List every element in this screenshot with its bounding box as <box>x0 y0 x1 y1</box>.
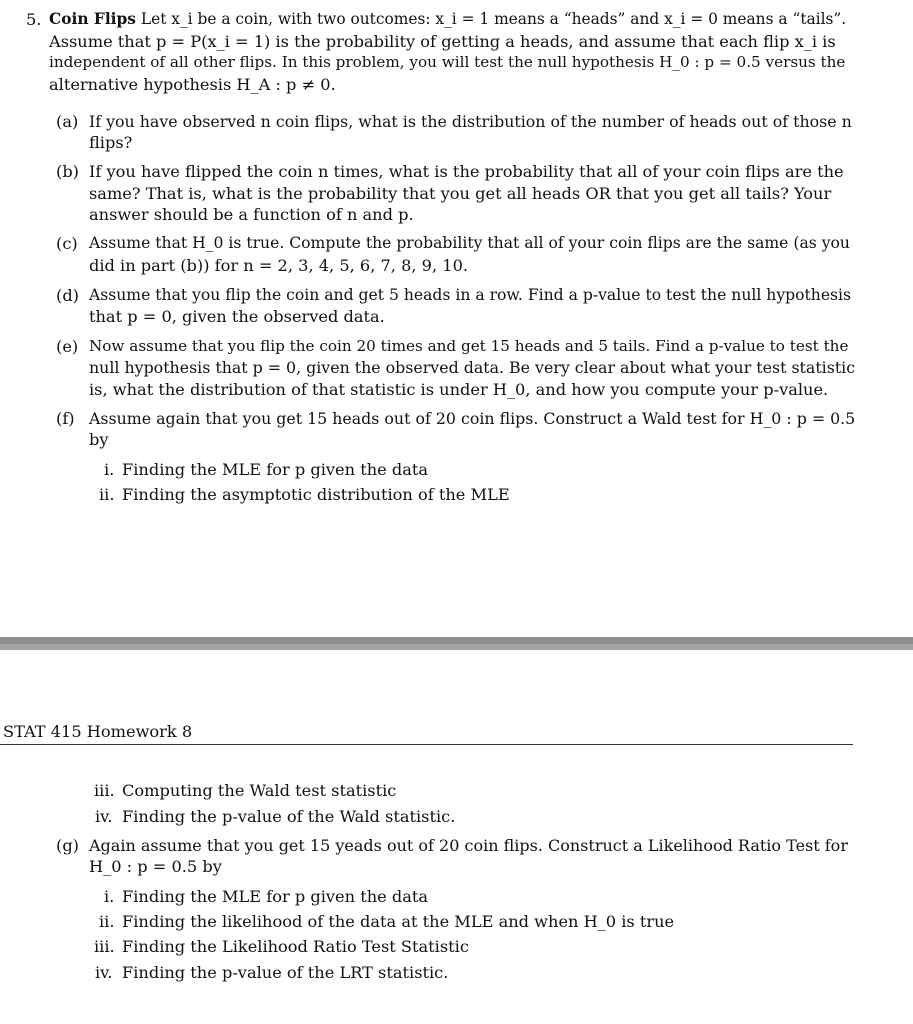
part-c-label: (c) <box>56 234 78 253</box>
part-f-sub-iii-text: Computing the Wald test statistic <box>122 781 397 800</box>
page-break-line <box>0 637 913 644</box>
part-b-line-1: If you have flipped the coin n times, what is the probability that all of your coin flips are the <box>89 162 844 181</box>
part-e-line-1: Now assume that you flip the coin 20 times and get 15 heads and 5 tails. Find a p-value to test the <box>89 337 849 355</box>
part-e-label: (e) <box>56 337 79 356</box>
problem-title: Coin Flips <box>49 10 136 28</box>
part-f-sub-ii-text: Finding the asymptotic distribution of the MLE <box>122 485 510 504</box>
part-f-sub-iv-label: iv. <box>95 807 113 826</box>
part-g-sub-ii-label: ii. <box>99 912 115 931</box>
part-g-sub-iv-text: Finding the p-value of the LRT statistic. <box>122 963 449 982</box>
part-f-sub-iii-label: iii. <box>94 781 115 800</box>
page-header: STAT 415 Homework 8 <box>3 722 193 741</box>
part-g-sub-iv-label: iv. <box>95 963 113 982</box>
part-a-label: (a) <box>56 112 79 131</box>
part-f-label: (f) <box>56 409 75 428</box>
intro-line-4: alternative hypothesis H_A : p ≠ 0. <box>49 75 336 94</box>
part-f-sub-iv-text: Finding the p-value of the Wald statistic. <box>122 807 456 826</box>
part-f-sub-i-label: i. <box>104 460 115 479</box>
part-d-label: (d) <box>56 286 79 305</box>
part-b-line-2: same? That is, what is the probability that you get all heads OR that you get all tails? Your <box>89 184 832 203</box>
intro-line-3: independent of all other flips. In this problem, you will test the null hypothesis H_0 : p = 0.5 versus the <box>49 53 846 71</box>
part-g-sub-iii-text: Finding the Likelihood Ratio Test Statistic <box>122 937 469 956</box>
intro-line-1: Let x_i be a coin, with two outcomes: x_i = 1 means a “heads” and x_i = 0 means a “tails”. <box>140 10 847 28</box>
part-c-line-2: did in part (b)) for n = 2, 3, 4, 5, 6, 7, 8, 9, 10. <box>89 256 469 275</box>
part-d-line-1: Assume that you flip the coin and get 5 heads in a row. Find a p-value to test the null hypothesis <box>89 286 852 304</box>
part-a-line-2: flips? <box>89 133 133 152</box>
problem-number: 5. <box>26 10 42 29</box>
part-e-line-2: null hypothesis that p = 0, given the observed data. Be very clear about what your test statistic <box>89 358 856 377</box>
header-rule <box>0 744 853 745</box>
part-d-line-2: that p = 0, given the observed data. <box>89 307 385 326</box>
problem-intro-line-1 <box>49 9 846 31</box>
part-f-line-1: Assume again that you get 15 heads out of 20 coin flips. Construct a Wald test for H_0 : p = 0.5 <box>89 409 856 428</box>
part-e-line-3: is, what the distribution of that statistic is under H_0, and how you compute your p-value. <box>89 380 829 399</box>
intro-line-2: Assume that p = P(x_i = 1) is the probability of getting a heads, and assume that each flip x_i is <box>49 32 836 51</box>
part-g-line-1: Again assume that you get 15 yeads out of 20 coin flips. Construct a Likelihood Ratio Test for <box>89 836 848 855</box>
page-break-divider <box>0 637 913 650</box>
part-b-label: (b) <box>56 162 79 181</box>
part-b-line-3: answer should be a function of n and p. <box>89 205 414 224</box>
part-g-line-2: H_0 : p = 0.5 by <box>89 857 222 876</box>
part-g-sub-i-text: Finding the MLE for p given the data <box>122 887 429 906</box>
part-c-line-1: Assume that H_0 is true. Compute the probability that all of your coin flips are the same (as you <box>89 234 850 252</box>
part-f-sub-ii-label: ii. <box>99 485 115 504</box>
part-f-line-2: by <box>89 430 109 449</box>
part-a-line-1: If you have observed n coin flips, what is the distribution of the number of heads out of those n <box>89 112 852 131</box>
part-g-sub-i-label: i. <box>104 887 115 906</box>
part-g-sub-ii-text: Finding the likelihood of the data at the MLE and when H_0 is true <box>122 912 675 931</box>
part-g-label: (g) <box>56 836 79 855</box>
part-f-sub-i-text: Finding the MLE for p given the data <box>122 460 429 479</box>
part-g-sub-iii-label: iii. <box>94 937 115 956</box>
